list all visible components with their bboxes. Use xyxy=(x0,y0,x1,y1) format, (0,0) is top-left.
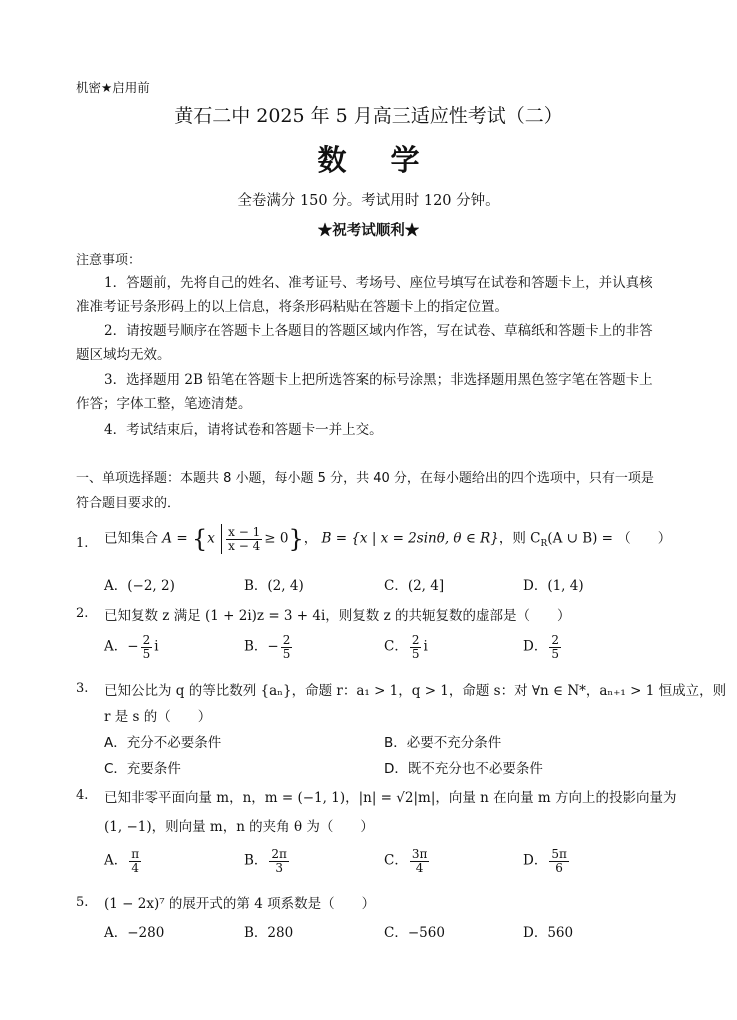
question-4-option-c[interactable]: C． $\frac{3\pi}{4}$ xyxy=(384,847,428,875)
subject-title: 数学 xyxy=(317,143,464,177)
score-info: 全卷满分 150 分。考试用时 120 分钟。 xyxy=(237,193,500,209)
question-4-option-a[interactable]: A． $\frac{\pi}{4}$ xyxy=(104,847,140,875)
question-5-option-a[interactable]: A．−280 xyxy=(104,925,165,941)
notice-item-1: 1．答题前，先将自己的姓名、准考证号、考场号、座位号填写在试卷和答题卡上，并认真核准准考证号条形码上的以上信息，将条形码粘贴在答题卡上的指定位置。 xyxy=(76,275,653,315)
question-5-option-c[interactable]: C．−560 xyxy=(384,925,445,941)
question-2-option-b[interactable]: B．− $\frac{2}{5}$ xyxy=(244,633,291,661)
question-4-number: 4. xyxy=(76,788,89,803)
question-5-option-d[interactable]: D．560 xyxy=(523,925,574,941)
question-1-number: 1. xyxy=(76,536,89,551)
question-2-stem: 已知复数 z 满足 (1 + 2i)z = 3 + 4i，则复数 z 的共轭复数的虚部是（ ） xyxy=(104,608,571,624)
question-4-line-1: 已知非零平面向量 m，n，m = (−1, 1)，|n| = √2|m|，向量 n 在向量 m 方向上的投影向量为 xyxy=(104,790,677,806)
question-3-number: 3. xyxy=(76,681,89,696)
question-3-line-1: 已知公比为 q 的等比数列 {aₙ}，命题 r：a₁ > 1，q > 1，命题 s：对 ∀n ∈ N*，aₙ₊₁ > 1 恒成立，则 xyxy=(104,683,727,699)
notice-item-3: 3．选择题用 2B 铅笔在答题卡上把所选答案的标号涂黑；非选择题用黑色签字笔在答题卡上作答；字体工整，笔迹清楚。 xyxy=(76,372,653,412)
question-3-option-c[interactable]: C．充要条件 xyxy=(104,761,181,777)
wish-banner: ★祝考试顺利★ xyxy=(317,222,420,239)
question-2-option-c[interactable]: C． $\frac{2}{5}$ i xyxy=(384,633,428,661)
question-3-option-a[interactable]: A．充分不必要条件 xyxy=(104,735,222,751)
notice-item-4: 4．考试结束后，请将试卷和答题卡一并上交。 xyxy=(104,422,383,438)
notice-item-2: 2．请按题号顺序在答题卡上各题目的答题区域内作答，写在试卷、草稿纸和答题卡上的非答题区域均无效。 xyxy=(76,323,653,363)
notice-heading: 注意事项： xyxy=(76,253,142,268)
question-4-option-b[interactable]: B． $\frac{2\pi}{3}$ xyxy=(244,847,287,875)
section-heading: 一、单项选择题：本题共 8 小题，每小题 5 分，共 40 分，在每小题给出的四个选项中，只有一项是符合题目要求的． xyxy=(76,471,654,511)
question-2-option-d[interactable]: D． $\frac{2}{5}$ xyxy=(523,633,559,661)
question-2-number: 2. xyxy=(76,606,89,621)
exam-title: 黄石二中 2025 年 5 月高三适应性考试（二） xyxy=(174,105,563,127)
question-1-option-a[interactable]: A．(−2, 2) xyxy=(104,578,175,594)
secret-label: 机密★启用前 xyxy=(76,80,150,95)
question-3-option-d[interactable]: D．既不充分也不必要条件 xyxy=(384,761,543,777)
question-3-line-2: r 是 s 的（ ） xyxy=(104,709,212,725)
question-1-option-b[interactable]: B．(2, 4) xyxy=(244,578,304,594)
question-1-option-c[interactable]: C．(2, 4] xyxy=(384,578,445,594)
question-5-option-b[interactable]: B．280 xyxy=(244,925,294,941)
question-1-stem: 已知集合 A = {x $\frac{x - 1}{x - 4}$ ≥ 0}， B = {x | x = 2sinθ, θ ∈ R}，则 $C_R(A$ ∪ B) = （ ） xyxy=(104,524,672,553)
question-1-option-d[interactable]: D．(1, 4) xyxy=(523,578,584,594)
question-2-option-a[interactable]: A．− $\frac{2}{5}$ i xyxy=(104,633,159,661)
question-5-stem: (1 − 2x)⁷ 的展开式的第 4 项系数是（ ） xyxy=(104,896,376,912)
question-4-option-d[interactable]: D． $\frac{5\pi}{6}$ xyxy=(523,847,567,875)
question-3-option-b[interactable]: B．必要不充分条件 xyxy=(384,735,502,751)
question-5-number: 5. xyxy=(76,895,89,910)
question-4-line-2: (1, −1)，则向量 m，n 的夹角 θ 为（ ） xyxy=(104,819,374,835)
